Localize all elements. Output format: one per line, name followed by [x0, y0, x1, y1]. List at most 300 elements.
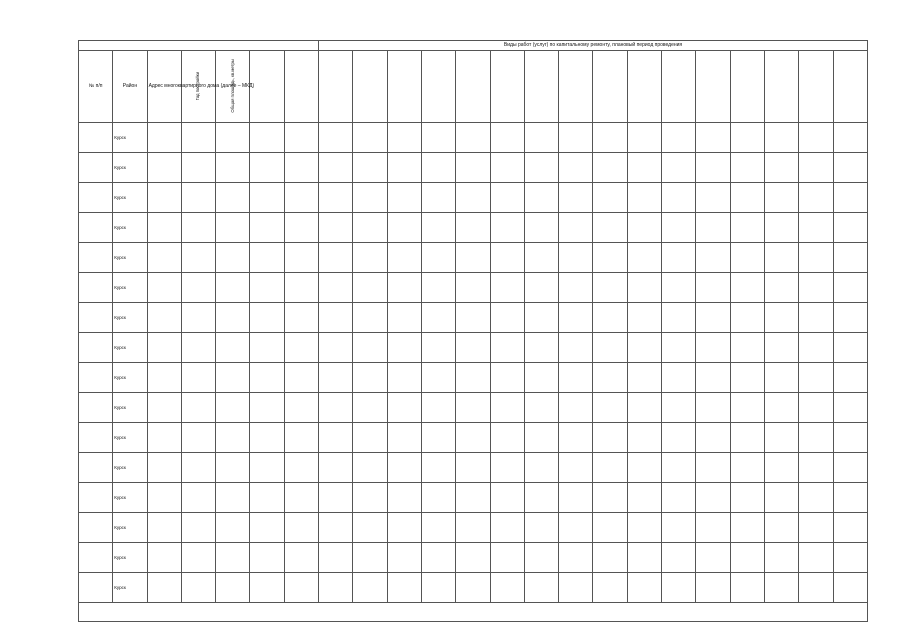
cell-work-period	[662, 423, 696, 453]
cell-address	[147, 483, 181, 513]
cell-work-period	[593, 363, 627, 393]
cell-work-period	[387, 393, 421, 423]
cell-work-period	[662, 513, 696, 543]
cell-work-period	[696, 393, 730, 423]
cell-work-period	[799, 123, 833, 153]
cell-work-period	[387, 243, 421, 273]
cell-area-2	[250, 393, 284, 423]
cell-work-period	[524, 303, 558, 333]
cell-work-period	[833, 363, 867, 393]
header-work-type	[662, 51, 696, 123]
cell-district: Курск	[113, 453, 147, 483]
cell-work-period	[319, 153, 353, 183]
cell-work-period	[559, 573, 593, 603]
cell-work-period	[524, 123, 558, 153]
cell-work-period	[662, 213, 696, 243]
cell-total-area	[216, 303, 250, 333]
cell-work-period	[490, 363, 524, 393]
cell-work-period	[524, 453, 558, 483]
cell-work-period	[799, 573, 833, 603]
cell-work-period	[833, 453, 867, 483]
cell-work-period	[559, 423, 593, 453]
cell-work-period	[833, 153, 867, 183]
cell-work-period	[353, 123, 387, 153]
cell-work-period	[730, 333, 764, 363]
cell-work-period	[730, 303, 764, 333]
cell-area-3	[284, 123, 318, 153]
table-row	[79, 213, 868, 243]
cell-build-year	[181, 153, 215, 183]
cell-work-period	[799, 363, 833, 393]
cell-work-period	[593, 333, 627, 363]
cell-work-period	[662, 243, 696, 273]
cell-work-period	[353, 213, 387, 243]
header-work-type	[764, 51, 798, 123]
table-row	[79, 363, 868, 393]
cell-row-no	[79, 543, 113, 573]
cell-work-period	[730, 393, 764, 423]
cell-work-period	[730, 213, 764, 243]
cell-work-period	[696, 243, 730, 273]
cell-work-period	[593, 453, 627, 483]
cell-work-period	[353, 363, 387, 393]
cell-work-period	[456, 303, 490, 333]
header-work-type	[833, 51, 867, 123]
cell-work-period	[627, 213, 661, 243]
cell-address	[147, 213, 181, 243]
cell-work-period	[421, 273, 455, 303]
cell-work-period	[319, 453, 353, 483]
cell-work-period	[627, 183, 661, 213]
cell-work-period	[764, 363, 798, 393]
cell-row-no	[79, 273, 113, 303]
cell-build-year	[181, 393, 215, 423]
cell-work-period	[799, 273, 833, 303]
cell-address	[147, 573, 181, 603]
cell-area-2	[250, 303, 284, 333]
cell-address	[147, 183, 181, 213]
table-remainder-cell	[79, 603, 868, 622]
cell-work-period	[764, 393, 798, 423]
cell-address	[147, 543, 181, 573]
cell-work-period	[593, 303, 627, 333]
cell-district: Курск	[113, 303, 147, 333]
cell-row-no	[79, 213, 113, 243]
cell-work-period	[559, 243, 593, 273]
cell-work-period	[456, 573, 490, 603]
cell-area-3	[284, 303, 318, 333]
cell-work-period	[421, 513, 455, 543]
cell-work-period	[421, 123, 455, 153]
cell-area-2	[250, 273, 284, 303]
header-work-type	[524, 51, 558, 123]
header-build-year: Год постройки	[181, 51, 215, 123]
cell-row-no	[79, 243, 113, 273]
cell-district: Курск	[113, 363, 147, 393]
cell-work-period	[319, 393, 353, 423]
cell-row-no	[79, 573, 113, 603]
cell-work-period	[524, 153, 558, 183]
cell-work-period	[524, 273, 558, 303]
cell-work-period	[764, 513, 798, 543]
table-row	[79, 513, 868, 543]
cell-work-period	[421, 423, 455, 453]
table-row	[79, 483, 868, 513]
cell-work-period	[559, 483, 593, 513]
cell-work-period	[833, 243, 867, 273]
cell-work-period	[696, 543, 730, 573]
cell-work-period	[833, 393, 867, 423]
cell-work-period	[421, 183, 455, 213]
cell-district: Курск	[113, 573, 147, 603]
cell-address	[147, 513, 181, 543]
cell-work-period	[456, 543, 490, 573]
cell-work-period	[421, 153, 455, 183]
header-work-type	[319, 51, 353, 123]
header-work-type	[593, 51, 627, 123]
cell-row-no	[79, 393, 113, 423]
table-row	[79, 183, 868, 213]
header-work-type	[559, 51, 593, 123]
cell-work-period	[490, 453, 524, 483]
cell-work-period	[730, 423, 764, 453]
cell-district: Курск	[113, 243, 147, 273]
cell-address	[147, 153, 181, 183]
cell-row-no	[79, 153, 113, 183]
cell-work-period	[662, 573, 696, 603]
cell-build-year	[181, 453, 215, 483]
cell-work-period	[456, 183, 490, 213]
cell-work-period	[833, 213, 867, 243]
cell-work-period	[593, 153, 627, 183]
cell-work-period	[799, 183, 833, 213]
cell-work-period	[730, 513, 764, 543]
cell-address	[147, 303, 181, 333]
cell-work-period	[627, 453, 661, 483]
cell-district: Курск	[113, 423, 147, 453]
cell-work-period	[627, 273, 661, 303]
cell-work-period	[764, 273, 798, 303]
cell-total-area	[216, 543, 250, 573]
cell-work-period	[730, 363, 764, 393]
header-work-type	[799, 51, 833, 123]
cell-work-period	[319, 543, 353, 573]
cell-work-period	[490, 513, 524, 543]
cell-build-year	[181, 273, 215, 303]
cell-work-period	[799, 483, 833, 513]
header-work-type	[387, 51, 421, 123]
table-remainder	[79, 603, 868, 622]
cell-work-period	[627, 123, 661, 153]
cell-work-period	[833, 513, 867, 543]
cell-work-period	[593, 393, 627, 423]
cell-work-period	[490, 423, 524, 453]
cell-work-period	[524, 393, 558, 423]
cell-work-period	[319, 123, 353, 153]
cell-work-period	[559, 213, 593, 243]
cell-work-period	[593, 423, 627, 453]
cell-work-period	[799, 213, 833, 243]
cell-work-period	[627, 153, 661, 183]
header-works-title: Виды работ (услуг) по капитальному ремонту, плановый период проведения	[319, 41, 868, 51]
cell-work-period	[764, 573, 798, 603]
cell-work-period	[421, 243, 455, 273]
cell-work-period	[559, 183, 593, 213]
cell-work-period	[730, 543, 764, 573]
cell-area-2	[250, 573, 284, 603]
cell-work-period	[353, 303, 387, 333]
cell-work-period	[559, 153, 593, 183]
cell-work-period	[353, 183, 387, 213]
cell-work-period	[490, 303, 524, 333]
table-row	[79, 573, 868, 603]
cell-work-period	[799, 153, 833, 183]
cell-work-period	[833, 573, 867, 603]
cell-work-period	[353, 573, 387, 603]
cell-work-period	[696, 273, 730, 303]
header-title-spacer	[79, 41, 319, 51]
cell-work-period	[696, 363, 730, 393]
cell-work-period	[387, 513, 421, 543]
cell-work-period	[730, 183, 764, 213]
cell-work-period	[456, 273, 490, 303]
cell-district: Курск	[113, 333, 147, 363]
header-work-type	[456, 51, 490, 123]
cell-work-period	[421, 453, 455, 483]
cell-total-area	[216, 153, 250, 183]
cell-work-period	[387, 573, 421, 603]
cell-area-3	[284, 153, 318, 183]
cell-work-period	[627, 363, 661, 393]
cell-area-3	[284, 363, 318, 393]
cell-work-period	[524, 483, 558, 513]
cell-work-period	[559, 363, 593, 393]
cell-work-period	[799, 303, 833, 333]
cell-work-period	[627, 513, 661, 543]
cell-area-2	[250, 363, 284, 393]
cell-area-3	[284, 513, 318, 543]
cell-area-3	[284, 183, 318, 213]
cell-work-period	[421, 393, 455, 423]
cell-work-period	[593, 123, 627, 153]
cell-build-year	[181, 213, 215, 243]
cell-work-period	[524, 573, 558, 603]
cell-work-period	[764, 483, 798, 513]
cell-area-2	[250, 543, 284, 573]
cell-area-2	[250, 153, 284, 183]
cell-work-period	[421, 303, 455, 333]
cell-district: Курск	[113, 543, 147, 573]
cell-work-period	[593, 573, 627, 603]
cell-district: Курск	[113, 273, 147, 303]
cell-work-period	[696, 573, 730, 603]
cell-row-no	[79, 183, 113, 213]
cell-work-period	[319, 423, 353, 453]
cell-row-no	[79, 363, 113, 393]
cell-work-period	[833, 333, 867, 363]
cell-build-year	[181, 333, 215, 363]
cell-work-period	[696, 153, 730, 183]
cell-total-area	[216, 213, 250, 243]
cell-work-period	[559, 453, 593, 483]
cell-work-period	[764, 123, 798, 153]
cell-total-area	[216, 333, 250, 363]
cell-work-period	[387, 363, 421, 393]
table-row	[79, 543, 868, 573]
header-row-no: № п/п	[79, 51, 113, 123]
cell-work-period	[456, 393, 490, 423]
cell-area-2	[250, 423, 284, 453]
cell-district: Курск	[113, 123, 147, 153]
cell-total-area	[216, 183, 250, 213]
cell-work-period	[524, 423, 558, 453]
cell-work-period	[559, 543, 593, 573]
cell-district: Курск	[113, 213, 147, 243]
cell-work-period	[662, 123, 696, 153]
cell-work-period	[662, 333, 696, 363]
cell-work-period	[353, 513, 387, 543]
cell-work-period	[730, 123, 764, 153]
cell-work-period	[662, 483, 696, 513]
cell-row-no	[79, 333, 113, 363]
cell-work-period	[627, 543, 661, 573]
cell-work-period	[764, 243, 798, 273]
cell-address	[147, 393, 181, 423]
cell-area-2	[250, 483, 284, 513]
header-work-type	[627, 51, 661, 123]
cell-work-period	[524, 213, 558, 243]
cell-row-no	[79, 513, 113, 543]
cell-total-area	[216, 393, 250, 423]
cell-work-period	[696, 183, 730, 213]
cell-work-period	[319, 363, 353, 393]
cell-area-3	[284, 213, 318, 243]
cell-area-3	[284, 273, 318, 303]
cell-district: Курск	[113, 153, 147, 183]
cell-work-period	[833, 423, 867, 453]
cell-work-period	[593, 213, 627, 243]
cell-work-period	[559, 123, 593, 153]
cell-work-period	[319, 243, 353, 273]
cell-work-period	[490, 213, 524, 243]
cell-work-period	[456, 363, 490, 393]
cell-work-period	[387, 453, 421, 483]
cell-work-period	[353, 273, 387, 303]
cell-work-period	[764, 183, 798, 213]
cell-work-period	[456, 243, 490, 273]
cell-work-period	[593, 513, 627, 543]
cell-work-period	[490, 243, 524, 273]
cell-work-period	[456, 153, 490, 183]
table-row	[79, 393, 868, 423]
cell-work-period	[456, 483, 490, 513]
capital-repair-table	[78, 40, 868, 622]
cell-area-2	[250, 453, 284, 483]
cell-build-year	[181, 513, 215, 543]
cell-work-period	[764, 153, 798, 183]
cell-work-period	[524, 183, 558, 213]
cell-work-period	[799, 243, 833, 273]
cell-total-area	[216, 483, 250, 513]
cell-work-period	[524, 543, 558, 573]
cell-work-period	[627, 483, 661, 513]
cell-build-year	[181, 543, 215, 573]
cell-work-period	[353, 243, 387, 273]
cell-work-period	[387, 333, 421, 363]
cell-work-period	[764, 213, 798, 243]
cell-work-period	[662, 453, 696, 483]
cell-work-period	[456, 453, 490, 483]
cell-work-period	[627, 243, 661, 273]
cell-district: Курск	[113, 393, 147, 423]
cell-work-period	[799, 543, 833, 573]
cell-area-3	[284, 423, 318, 453]
cell-work-period	[353, 543, 387, 573]
cell-work-period	[833, 543, 867, 573]
cell-work-period	[456, 423, 490, 453]
cell-work-period	[421, 543, 455, 573]
cell-work-period	[524, 363, 558, 393]
cell-work-period	[387, 483, 421, 513]
cell-work-period	[490, 273, 524, 303]
cell-address	[147, 273, 181, 303]
cell-work-period	[490, 393, 524, 423]
cell-work-period	[490, 183, 524, 213]
cell-area-2	[250, 333, 284, 363]
cell-build-year	[181, 363, 215, 393]
cell-total-area	[216, 273, 250, 303]
cell-total-area	[216, 573, 250, 603]
cell-total-area	[216, 123, 250, 153]
cell-work-period	[421, 213, 455, 243]
header-work-type	[490, 51, 524, 123]
cell-work-period	[662, 153, 696, 183]
cell-area-3	[284, 333, 318, 363]
cell-district: Курск	[113, 513, 147, 543]
cell-work-period	[524, 243, 558, 273]
cell-total-area	[216, 453, 250, 483]
cell-work-period	[319, 333, 353, 363]
cell-work-period	[387, 423, 421, 453]
cell-area-3	[284, 483, 318, 513]
table-row	[79, 123, 868, 153]
cell-work-period	[456, 123, 490, 153]
cell-work-period	[593, 243, 627, 273]
cell-build-year	[181, 243, 215, 273]
cell-total-area	[216, 513, 250, 543]
cell-area-2	[250, 183, 284, 213]
cell-work-period	[662, 393, 696, 423]
cell-build-year	[181, 303, 215, 333]
table-row	[79, 303, 868, 333]
cell-row-no	[79, 423, 113, 453]
cell-row-no	[79, 303, 113, 333]
cell-work-period	[627, 573, 661, 603]
cell-work-period	[319, 183, 353, 213]
cell-work-period	[456, 213, 490, 243]
cell-work-period	[593, 543, 627, 573]
cell-work-period	[559, 333, 593, 363]
table-row	[79, 333, 868, 363]
header-district: Район	[113, 51, 147, 123]
cell-total-area	[216, 363, 250, 393]
cell-district: Курск	[113, 483, 147, 513]
cell-build-year	[181, 573, 215, 603]
cell-area-3	[284, 573, 318, 603]
cell-area-3	[284, 453, 318, 483]
cell-work-period	[353, 393, 387, 423]
cell-work-period	[627, 333, 661, 363]
